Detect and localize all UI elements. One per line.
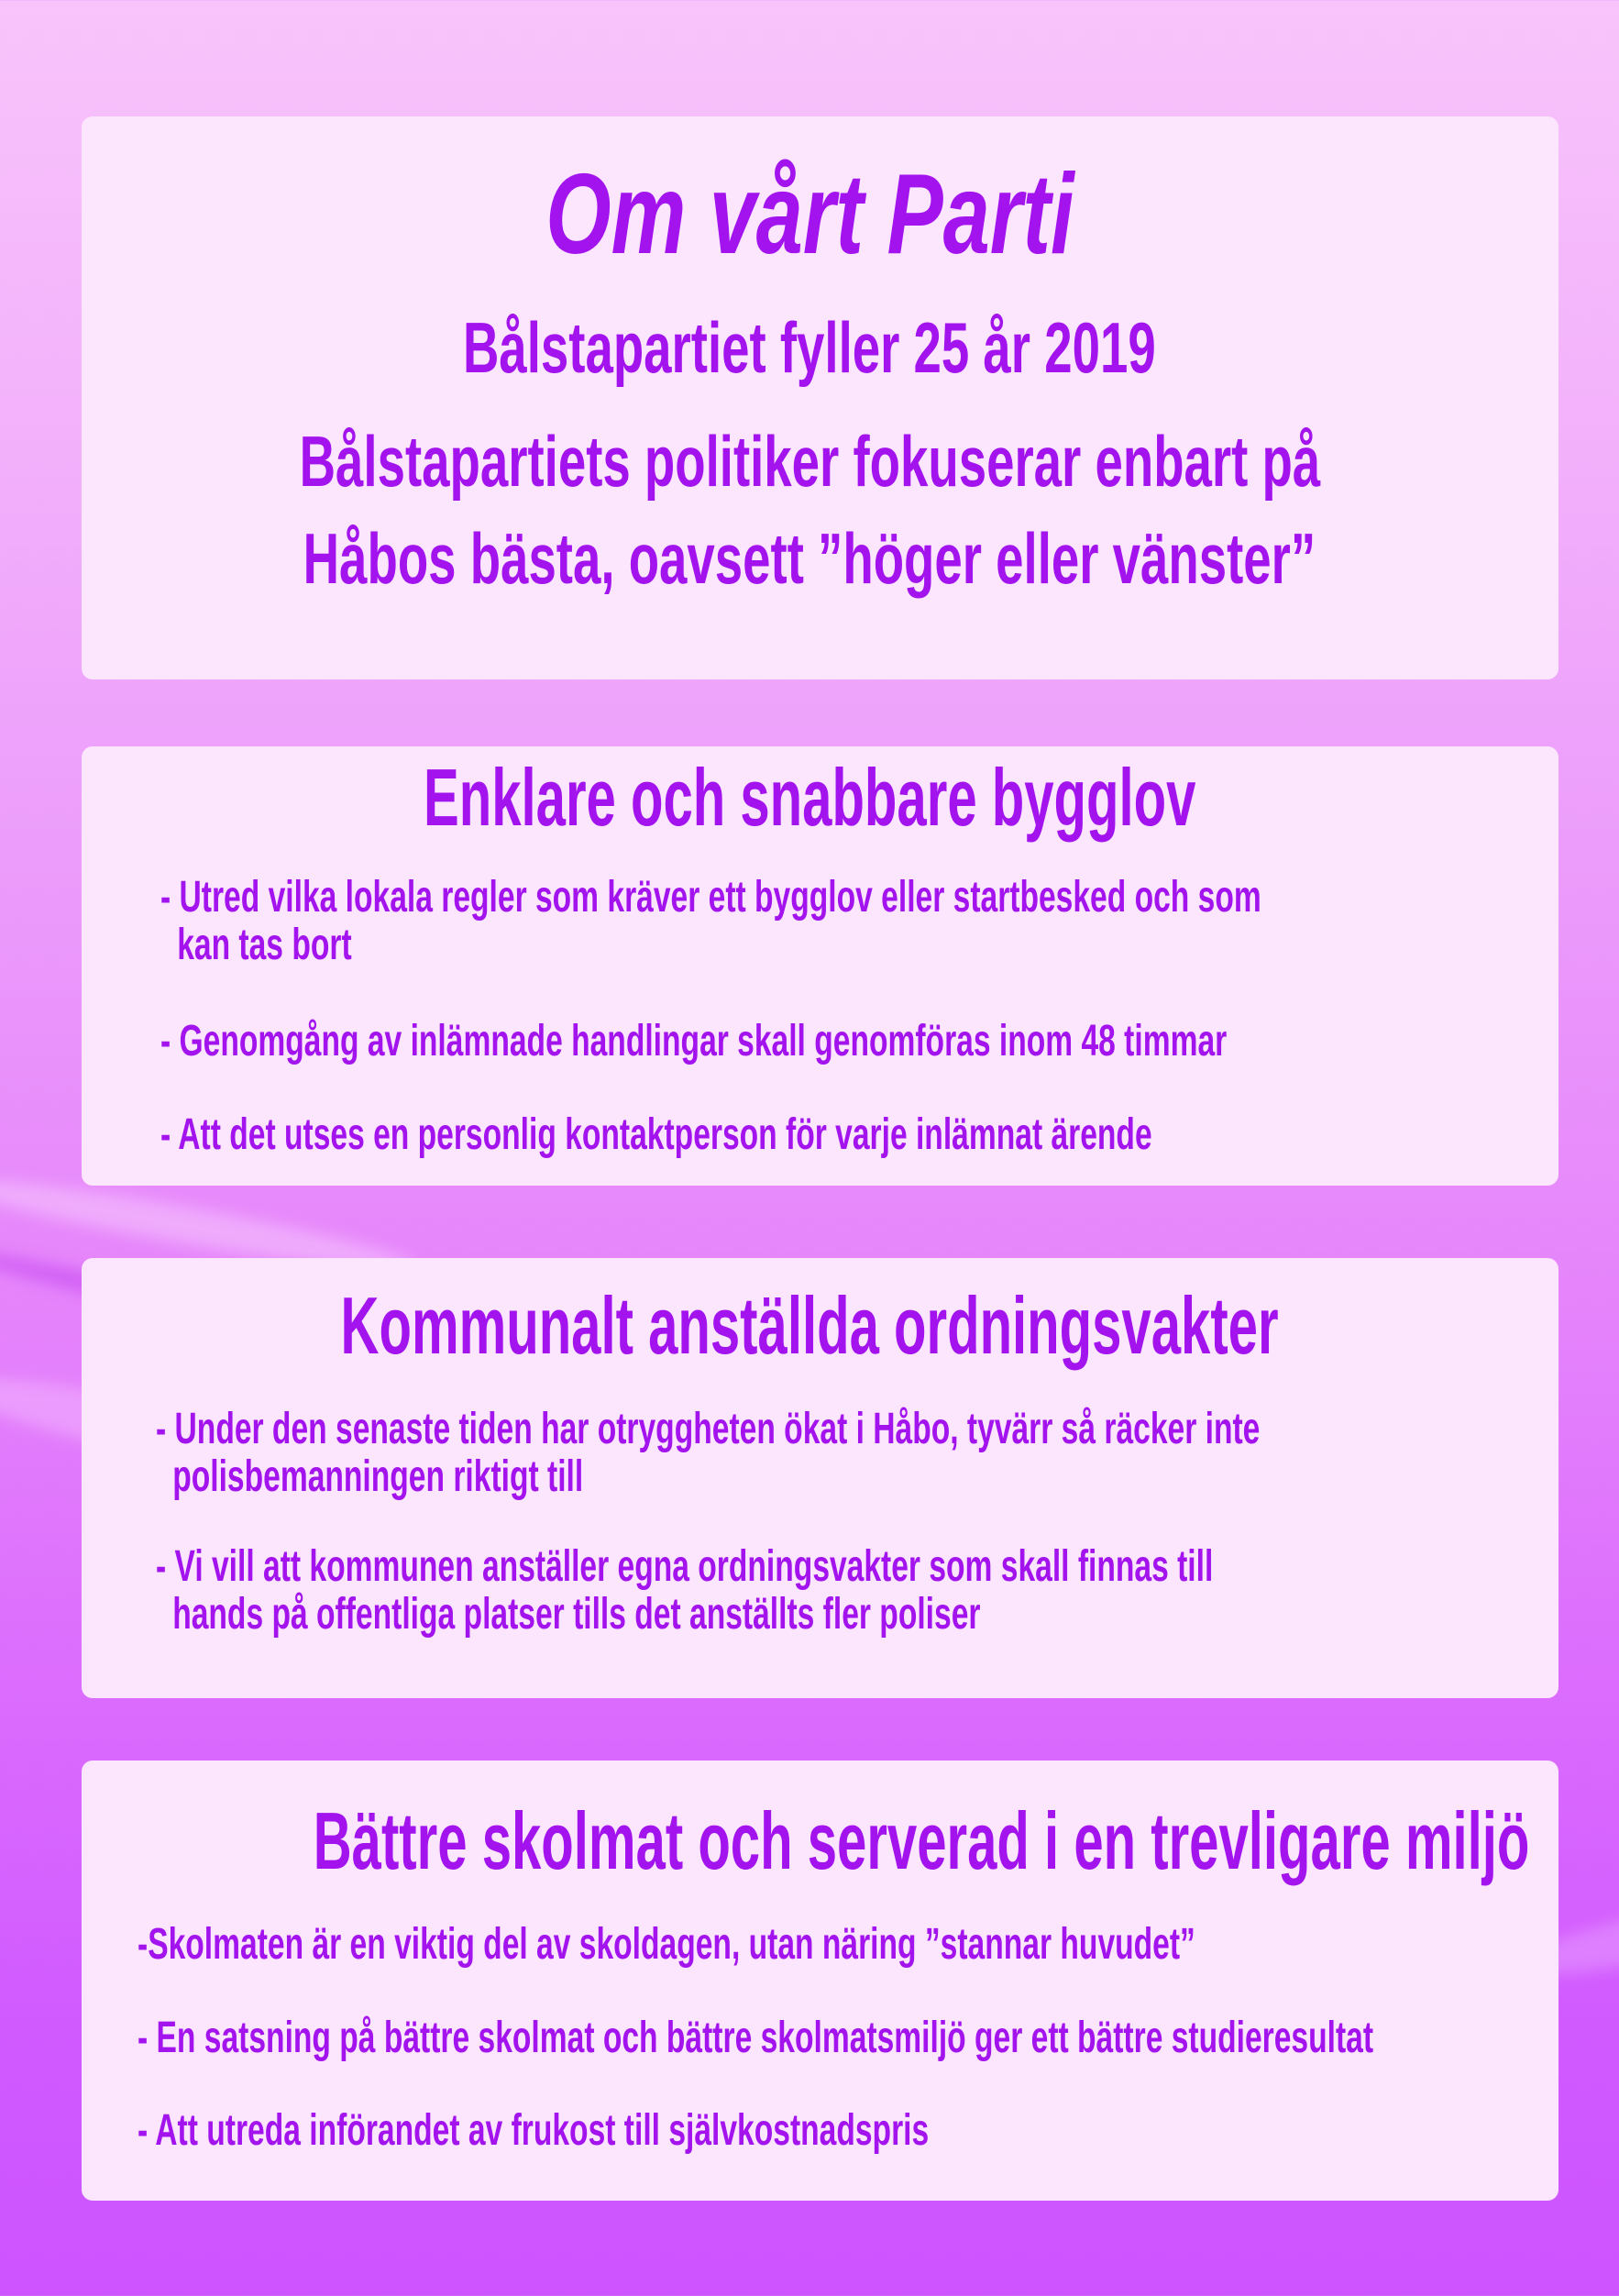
intro-line-1-text: Bålstapartiet fyller 25 år 2019: [463, 307, 1156, 388]
page-title: [0, 151, 1619, 278]
list-item-line: -Skolmaten är en viktig del av skoldagen, utan näring ”stannar huvudet”: [138, 1920, 1195, 1969]
intro-line-2-text: Bålstapartiets politiker fokuserar enbart på: [299, 421, 1320, 502]
page-title-text: Om vårt Parti: [545, 151, 1074, 278]
section-heading-text: Kommunalt anställda ordningsvakter: [340, 1280, 1279, 1371]
list-item: [160, 1111, 1152, 1159]
list-item: [160, 1018, 1227, 1065]
section-heading: [0, 1795, 1619, 1886]
list-item-line: - Genomgång av inlämnade handlingar skall genomföras inom 48 timmar: [160, 1017, 1228, 1065]
list-item-line: polisbemanningen riktigt till: [172, 1452, 584, 1501]
list-item: [138, 1921, 1195, 1969]
section-heading: [0, 1280, 1619, 1371]
list-item-line: kan tas bort: [177, 921, 352, 969]
list-item-line: - Utred vilka lokala regler som kräver ett bygglov eller startbesked och som: [160, 873, 1261, 922]
section-heading-text: Enklare och snabbare bygglov: [423, 752, 1196, 843]
list-item-line: - Att det utses en personlig kontaktperson för varje inlämnat ärende: [160, 1110, 1152, 1159]
list-item-line: - Vi vill att kommunen anställer egna ordningsvakter som skall finnas till: [156, 1542, 1214, 1591]
section-heading: [0, 752, 1619, 843]
list-item: [156, 1406, 1260, 1501]
list-item-line: - En satsning på bättre skolmat och bättre skolmatsmiljö ger ett bättre studieresultat: [138, 2014, 1374, 2062]
list-item: [138, 2107, 929, 2155]
intro-line-3-text: Håbos bästa, oavsett ”höger eller vänster”: [303, 518, 1316, 599]
list-item-line: hands på offentliga platser tills det anställts fler poliser: [172, 1590, 981, 1639]
intro-line-1: [0, 307, 1619, 388]
list-item-line: - Att utreda införandet av frukost till självkostnadspris: [138, 2106, 930, 2155]
list-item: [160, 874, 1261, 969]
list-item: [156, 1543, 1213, 1639]
list-item-line: - Under den senaste tiden har otryggheten ökat i Håbo, tyvärr så räcker inte: [156, 1405, 1261, 1453]
list-item: [138, 2015, 1373, 2062]
intro-line-2: [0, 421, 1619, 502]
section-heading-text: Bättre skolmat och serverad i en trevligare miljö: [313, 1795, 1530, 1886]
intro-line-3: [0, 518, 1619, 599]
